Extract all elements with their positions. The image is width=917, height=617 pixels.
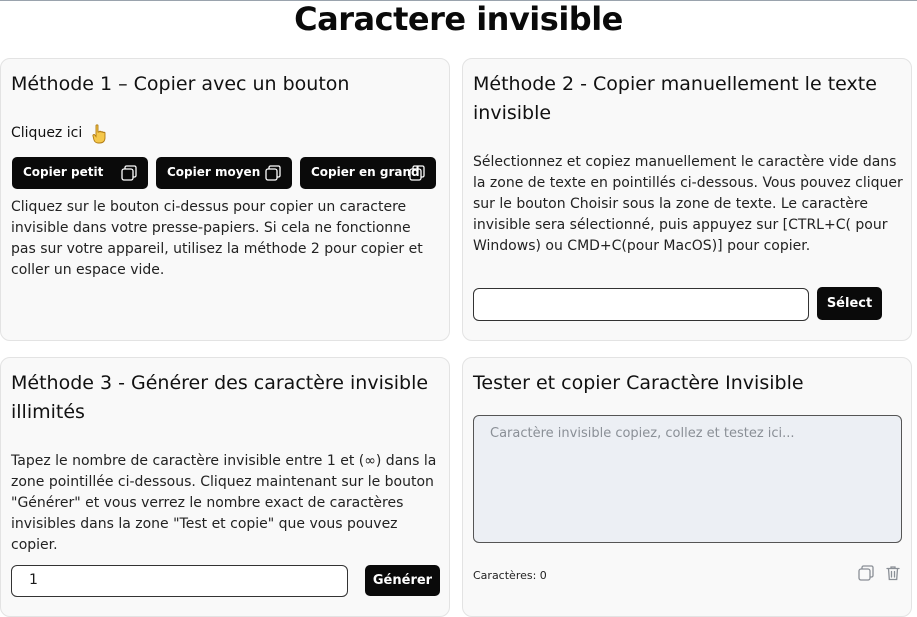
page-title: Caractere invisible — [294, 0, 623, 38]
test-textarea[interactable]: Caractère invisible copiez, collez et testez ici... — [473, 415, 902, 543]
method2-title: Méthode 2 - Copier manuellement le texte invisible — [473, 73, 877, 124]
method1-title: Méthode 1 – Copier avec un bouton — [11, 73, 350, 95]
method1-description: Cliquez sur le bouton ci-dessus pour copier un caractere invisible dans votre presse-papiers. Si cela ne fonctionne pas sur votre appareil, utilisez la méthode 2 pour copier et coller un espace vide. — [11, 199, 423, 278]
method3-title: Méthode 3 - Générer des caractère invisible illimités — [11, 372, 429, 423]
method2-card — [462, 58, 912, 341]
tester-title: Tester et copier Caractère Invisible — [473, 372, 804, 394]
generate-button[interactable]: Générer — [365, 565, 440, 596]
count-input[interactable]: 1 — [11, 565, 348, 597]
copy-icon — [409, 165, 425, 181]
invisible-text-field[interactable] — [473, 288, 809, 321]
copy-icon[interactable] — [858, 565, 874, 581]
copy-icon — [265, 165, 281, 181]
method2-description: Sélectionnez et copiez manuellement le caractère vide dans la zone de texte en pointillés ci-dessous. Vous pouvez cliquer sur le bouton Choisir sous la zone de texte. Le caractère invisible sera sélectionné, puis appuyez sur [CTRL+C( pour Windows) ou CMD+C(pour MacOS)] pour copier. — [473, 154, 903, 254]
character-counter: Caractères: 0 — [473, 569, 547, 582]
copy-large-label: Copier en grand — [311, 165, 420, 179]
copy-large-button[interactable] — [300, 157, 436, 189]
tester-card — [462, 357, 912, 617]
click-here-label: Cliquez ici — [11, 125, 83, 141]
copy-medium-label: Copier moyen — [167, 165, 261, 179]
copy-small-label: Copier petit — [23, 165, 104, 179]
copy-medium-button[interactable] — [156, 157, 292, 189]
method3-card — [0, 357, 450, 617]
method1-card — [0, 58, 450, 341]
method3-description: Tapez le nombre de caractère invisible entre 1 et (∞) dans la zone pointillée ci-dessous. Cliquez maintenant sur le bouton "Générer" et vous verrez le nombre exact de caractères invisibles dans la zone "Test et copie" que vous pouvez copier. — [11, 453, 437, 553]
trash-icon[interactable] — [885, 565, 901, 581]
pointing-hand-icon — [92, 124, 109, 144]
copy-icon — [121, 165, 137, 181]
copy-small-button[interactable] — [12, 157, 148, 189]
select-button[interactable]: Sélect — [817, 287, 882, 320]
